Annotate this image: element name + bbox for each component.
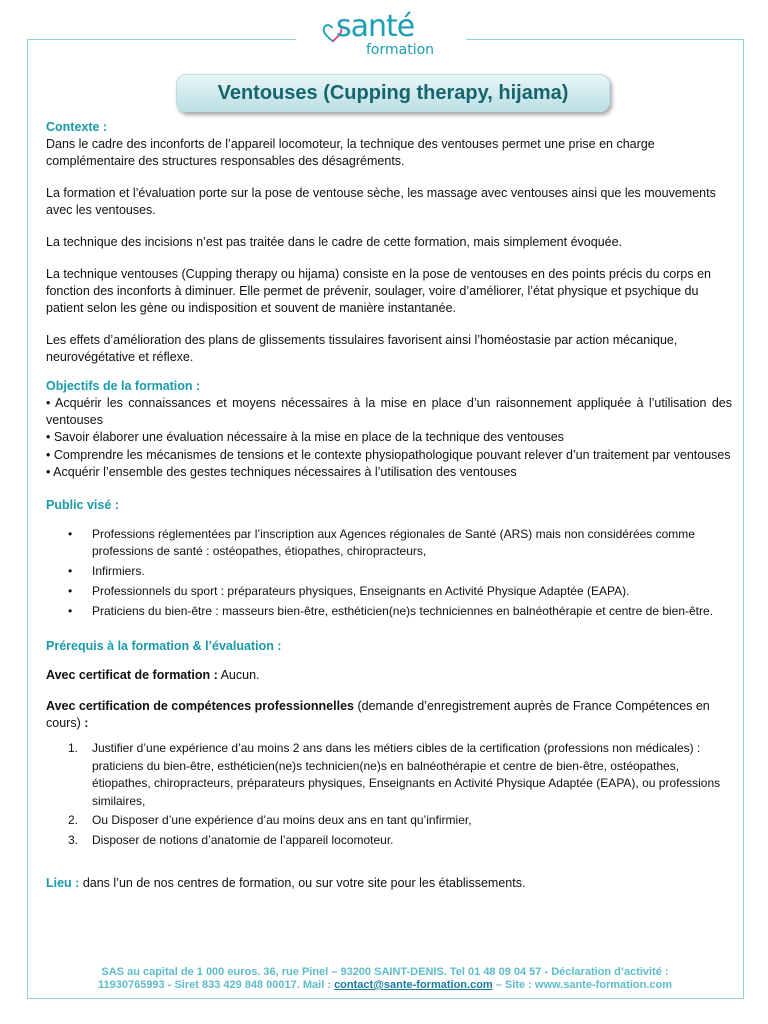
public-heading: Public visé : xyxy=(46,498,119,513)
title-banner xyxy=(176,74,610,112)
list-item: • Acquérir les connaissances et moyens nécessaires à la mise en place d’un raisonnement appliquée à l’utilisation des ventouses xyxy=(46,396,732,428)
certification-line: Avec certification de compétences professionnelles (demande d’enregistrement auprès de France Compétences en cours) : xyxy=(46,699,710,731)
list-item: 3. Disposer de notions d’anatomie de l’appareil locomoteur. xyxy=(68,832,394,847)
certificat-label: Avec certificat de formation : xyxy=(46,668,218,683)
contexte-paragraph: La technique des incisions n’est pas traitée dans le cadre de cette formation, mais simplement évoquée. xyxy=(46,235,623,249)
page-title: Ventouses (Cupping therapy, hijama) xyxy=(217,81,569,104)
bullet-icon: • xyxy=(68,564,73,579)
certificat-value: Aucun. xyxy=(217,668,260,683)
list-item: • Praticiens du bien-être : masseurs bien-être, esthéticien(ne)s techniciennes en balnéothérapie et centre de bien-être. xyxy=(68,604,714,619)
lieu-line xyxy=(46,875,732,892)
site-link[interactable]: www.sante-formation.com xyxy=(534,979,672,991)
logo-sante-text: santé xyxy=(336,9,415,44)
logo xyxy=(296,8,466,60)
list-item: • Savoir élaborer une évaluation nécessaire à la mise en place de la technique des ventouses xyxy=(46,430,564,445)
footer-line-2: 11930765993 - Siret 833 429 848 00017. Mail : contact@sante-formation.com – Site : www.sante-formation.com xyxy=(97,979,672,991)
lieu-text: dans l’un de nos centres de formation, ou sur votre site pour les établissements. xyxy=(79,876,526,891)
list-item: • Infirmiers. xyxy=(68,564,145,579)
objectifs-heading: Objectifs de la formation : xyxy=(46,379,201,393)
list-item: • Professionnels du sport : préparateurs physiques, Enseignants en Activité Physique Adaptée (EAPA). xyxy=(68,584,630,599)
list-item: 2. Ou Disposer d’une expérience d’au moins deux ans en tant qu’infirmier, xyxy=(68,813,472,828)
contexte-paragraph: Dans le cadre des inconforts de l’appareil locomoteur, la technique des ventouses permet une prise en charge complémentaire des structures responsables des désagréments. xyxy=(46,137,655,168)
contexte-paragraph: Les effets d’amélioration des plans de glissements tissulaires favorisent ainsi l’homéostasie par action mécanique, neurovégétative et réflexe. xyxy=(46,333,678,364)
main-content xyxy=(46,119,732,892)
prerequis-list xyxy=(46,740,732,849)
public-list xyxy=(46,526,732,620)
certificat-line xyxy=(46,667,732,684)
prerequis-heading: Prérequis à la formation & l’évaluation : xyxy=(46,639,282,654)
contexte-paragraph: La technique ventouses (Cupping therapy ou hijama) consiste en la pose de ventouses en des points précis du corps en fonction des inconforts à diminuer. Elle permet de prévenir, soulager, voire d’améliorer, l’état physique et psychique du patient selon les gène ou indisposition et souvent de manière instantanée. xyxy=(46,267,712,315)
objectifs-list xyxy=(46,395,732,481)
lieu-label: Lieu : xyxy=(46,876,80,891)
bullet-icon: • xyxy=(68,584,73,599)
email-link[interactable]: contact@sante-formation.com xyxy=(334,979,493,991)
footer xyxy=(60,966,710,992)
list-item: • Professions réglementées par l’inscription aux Agences régionales de Santé (ARS) mais non considérées comme professions de santé : ostéopathes, étiopathes, chiropracteurs, xyxy=(68,527,695,559)
list-item: 1. Justifier d’une expérience d’au moins 2 ans dans les métiers cibles de la certification (professions non médicales) : praticiens du bien-être, esthéticien(ne)s technicien(ne)s en balnéothérapie et centre de bien-être, ostéopathes, étiopathes, chiropracteurs, préparateurs physiques, Enseignants en Activité Physique Adaptée (EAPA), ou professions similaires, xyxy=(68,741,721,808)
certification-label: Avec certification de compétences professionnelles xyxy=(46,699,354,714)
bullet-icon: • xyxy=(68,527,73,542)
footer-line-1: SAS au capital de 1 000 euros. 36, rue Pinel – 93200 SAINT-DENIS. Tel 01 48 09 04 57 - Déclaration d’activité : xyxy=(101,966,669,978)
list-item: • Comprendre les mécanismes de tensions et le contexte physiopathologique pouvant relever d’un traitement par ventouses xyxy=(46,447,731,462)
bullet-icon: • xyxy=(68,604,73,619)
certification-note: (demande d’enregistrement auprès de France Compétences en cours) xyxy=(46,699,710,731)
contexte-heading: Contexte : xyxy=(46,120,108,134)
contexte-paragraph: La formation et l’évaluation porte sur la pose de ventouse sèche, les massage avec ventouses ainsi que les mouvements avec les ventouses. xyxy=(46,186,716,217)
list-item: • Acquérir l’ensemble des gestes techniques nécessaires à l’utilisation des ventouses xyxy=(46,464,517,479)
logo-formation-text: formation xyxy=(366,42,435,58)
